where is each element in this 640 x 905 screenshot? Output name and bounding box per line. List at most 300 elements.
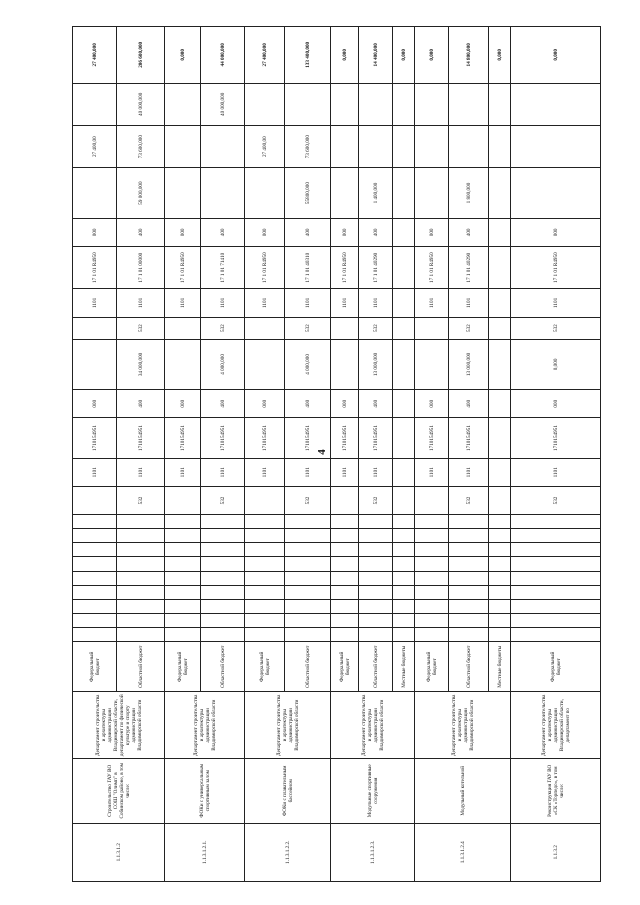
vr2-cell: 400 <box>449 218 489 246</box>
empty-year-cell <box>359 515 393 529</box>
empty-year-cell <box>359 613 393 627</box>
empty-year-cell <box>449 543 489 557</box>
amount-a-cell <box>489 339 511 389</box>
amount-c-cell <box>201 168 245 218</box>
csr-cell: 1710154951 <box>117 418 165 458</box>
table-row <box>511 27 601 882</box>
csr-cell: 1710154951 <box>511 418 601 458</box>
total-cell: 27 400,000 <box>245 27 285 84</box>
empty-year-cell <box>511 613 601 627</box>
csr2-cell: 17 1 01 71410 <box>201 246 245 288</box>
csr2-cell: 17 1 01 R4950 <box>511 246 601 288</box>
rzpr2-cell: 1101 <box>359 289 393 317</box>
empty-year-cell <box>201 529 245 543</box>
item-code-cell: 1.1.3.1.2 <box>73 823 165 881</box>
amount-a-cell <box>415 339 449 389</box>
empty-year-cell <box>165 627 201 641</box>
empty-year-cell <box>165 515 201 529</box>
rzpr2-cell <box>393 289 415 317</box>
total-cell: 27 400,000 <box>73 27 117 84</box>
vr2-cell: 000 <box>331 218 359 246</box>
empty-year-cell <box>511 529 601 543</box>
amount-d-cell <box>201 126 245 168</box>
empty-year-cell <box>201 557 245 571</box>
funding-source-cell: Областной бюджет <box>117 642 165 692</box>
rzpr2-cell: 1101 <box>201 289 245 317</box>
grbs2-cell <box>489 317 511 339</box>
empty-year-cell <box>73 627 117 641</box>
item-code-cell: 1.1.3.1.2.3. <box>331 823 415 881</box>
vr-cell: 000 <box>73 390 117 418</box>
empty-year-cell <box>245 543 285 557</box>
item-name-cell: Модульные спортивные сооружения <box>331 759 415 824</box>
amount-c-cell <box>415 168 449 218</box>
amount-a-cell <box>73 339 117 389</box>
rzpr2-cell: 1101 <box>245 289 285 317</box>
total-cell: 14 800,000 <box>449 27 489 84</box>
rzpr-cell: 1101 <box>511 458 601 486</box>
empty-year-cell <box>489 543 511 557</box>
empty-year-cell <box>359 599 393 613</box>
empty-year-cell <box>489 599 511 613</box>
empty-year-cell <box>415 543 449 557</box>
responsible-cell: Департамент строительства и архитектуры администрации Владимирской области, департамент по <box>511 692 601 759</box>
csr2-cell: 17 1 01 40290 <box>449 246 489 288</box>
empty-year-cell <box>393 627 415 641</box>
empty-year-cell <box>331 515 359 529</box>
total-cell: 0,000 <box>331 27 359 84</box>
amount-e-cell <box>285 83 331 125</box>
empty-year-cell <box>73 543 117 557</box>
csr-cell <box>489 418 511 458</box>
budget-table-body <box>73 27 601 882</box>
empty-year-cell <box>73 613 117 627</box>
grbs2-cell <box>73 317 117 339</box>
amount-d-cell <box>165 126 201 168</box>
amount-d-cell <box>359 126 393 168</box>
empty-year-cell <box>449 613 489 627</box>
empty-year-cell <box>117 543 165 557</box>
funding-source-cell: Местные бюджеты <box>393 642 415 692</box>
csr-cell: 1710154951 <box>359 418 393 458</box>
item-name-cell: Строительство ГАУ ВО СОШ "Олимп" в Собинском районе, в том числе: <box>73 759 165 824</box>
empty-year-cell <box>165 557 201 571</box>
total-cell: 133 400,000 <box>285 27 331 84</box>
empty-year-cell <box>415 599 449 613</box>
empty-year-cell <box>359 627 393 641</box>
grbs2-cell: 532 <box>285 317 331 339</box>
item-name-cell: Реконструкция ГАУ ВО «СК «Торпедо», в том числе: <box>511 759 601 824</box>
empty-year-cell <box>331 557 359 571</box>
empty-year-cell <box>393 613 415 627</box>
grbs-cell <box>489 486 511 514</box>
amount-a-cell: 34 000,000 <box>117 339 165 389</box>
rzpr-cell: 1101 <box>117 458 165 486</box>
item-code-cell: 1.1.3.1.2.2. <box>245 823 331 881</box>
empty-year-cell <box>245 599 285 613</box>
csr2-cell: 17 1 01 00000 <box>117 246 165 288</box>
csr-cell: 1710154951 <box>415 418 449 458</box>
page-number: 4 <box>316 449 328 455</box>
vr2-cell: 000 <box>415 218 449 246</box>
table-row <box>73 27 117 882</box>
empty-year-cell <box>117 571 165 585</box>
empty-year-cell <box>449 571 489 585</box>
rzpr-cell: 1101 <box>201 458 245 486</box>
empty-year-cell <box>331 599 359 613</box>
empty-year-cell <box>511 543 601 557</box>
grbs-cell <box>73 486 117 514</box>
funding-source-cell: Местные бюджеты <box>489 642 511 692</box>
empty-year-cell <box>285 515 331 529</box>
responsible-cell: Департамент строительства и архитектуры администрации Владимирской области <box>331 692 415 759</box>
rzpr2-cell: 1101 <box>511 289 601 317</box>
empty-year-cell <box>245 557 285 571</box>
empty-year-cell <box>489 557 511 571</box>
amount-c-cell: 1 400,000 <box>359 168 393 218</box>
rzpr-cell: 1101 <box>73 458 117 486</box>
funding-source-cell: Федеральный бюджет <box>245 642 285 692</box>
item-code-cell: 1.1.3.1.2.4 <box>415 823 511 881</box>
empty-year-cell <box>393 585 415 599</box>
amount-c-cell <box>511 168 601 218</box>
csr2-cell: 17 1 01 R4950 <box>73 246 117 288</box>
empty-year-cell <box>331 543 359 557</box>
empty-year-cell <box>511 599 601 613</box>
empty-year-cell <box>359 543 393 557</box>
vr-cell: 000 <box>415 390 449 418</box>
vr-cell: 000 <box>511 390 601 418</box>
amount-e-cell <box>511 83 601 125</box>
amount-e-cell <box>415 83 449 125</box>
empty-year-cell <box>449 585 489 599</box>
amount-e-cell <box>393 83 415 125</box>
funding-source-cell: Областной бюджет <box>449 642 489 692</box>
csr2-cell <box>393 246 415 288</box>
empty-year-cell <box>245 529 285 543</box>
budget-table <box>72 26 601 882</box>
grbs2-cell <box>393 317 415 339</box>
empty-year-cell <box>285 613 331 627</box>
total-cell: 14 400,000 <box>359 27 393 84</box>
csr-cell: 1710154951 <box>285 418 331 458</box>
empty-year-cell <box>511 585 601 599</box>
funding-source-cell: Федеральный бюджет <box>73 642 117 692</box>
amount-a-cell: 13 000,000 <box>449 339 489 389</box>
empty-year-cell <box>165 585 201 599</box>
amount-a-cell <box>331 339 359 389</box>
grbs2-cell: 532 <box>117 317 165 339</box>
empty-year-cell <box>415 627 449 641</box>
empty-year-cell <box>165 529 201 543</box>
empty-year-cell <box>285 529 331 543</box>
amount-a-cell: 0,000 <box>511 339 601 389</box>
empty-year-cell <box>165 613 201 627</box>
empty-year-cell <box>489 585 511 599</box>
vr2-cell: 000 <box>511 218 601 246</box>
empty-year-cell <box>73 557 117 571</box>
rzpr2-cell: 1101 <box>285 289 331 317</box>
empty-year-cell <box>245 613 285 627</box>
total-cell: 0,000 <box>511 27 601 84</box>
grbs2-cell <box>245 317 285 339</box>
grbs-cell <box>245 486 285 514</box>
grbs-cell: 532 <box>359 486 393 514</box>
empty-year-cell <box>415 515 449 529</box>
grbs-cell: 532 <box>117 486 165 514</box>
empty-year-cell <box>201 543 245 557</box>
grbs-cell: 532 <box>511 486 601 514</box>
vr-cell: 400 <box>117 390 165 418</box>
total-cell: 44 000,000 <box>201 27 245 84</box>
funding-source-cell: Федеральный бюджет <box>165 642 201 692</box>
vr2-cell <box>489 218 511 246</box>
grbs2-cell <box>165 317 201 339</box>
csr-cell: 1710154951 <box>245 418 285 458</box>
amount-d-cell <box>449 126 489 168</box>
amount-d-cell <box>489 126 511 168</box>
vr-cell: 400 <box>285 390 331 418</box>
empty-year-cell <box>331 613 359 627</box>
csr2-cell: 17 1 01 R4950 <box>415 246 449 288</box>
amount-c-cell <box>245 168 285 218</box>
empty-year-cell <box>331 529 359 543</box>
empty-year-cell <box>117 529 165 543</box>
empty-year-cell <box>489 515 511 529</box>
rzpr2-cell: 1101 <box>117 289 165 317</box>
amount-e-cell: 40 000,000 <box>201 83 245 125</box>
csr2-cell: 17 1 01 R4950 <box>245 246 285 288</box>
amount-a-cell: 4 000,000 <box>201 339 245 389</box>
amount-d-cell: 27 400,00 <box>245 126 285 168</box>
empty-year-cell <box>165 599 201 613</box>
empty-year-cell <box>511 515 601 529</box>
amount-c-cell <box>489 168 511 218</box>
rzpr2-cell: 1101 <box>331 289 359 317</box>
empty-year-cell <box>489 529 511 543</box>
vr-cell <box>489 390 511 418</box>
empty-year-cell <box>165 571 201 585</box>
empty-year-cell <box>285 627 331 641</box>
amount-a-cell <box>245 339 285 389</box>
item-code-cell: 1.1.3.2 <box>511 823 601 881</box>
grbs-cell <box>331 486 359 514</box>
empty-year-cell <box>393 571 415 585</box>
grbs2-cell <box>415 317 449 339</box>
empty-year-cell <box>393 543 415 557</box>
empty-year-cell <box>415 585 449 599</box>
grbs-cell: 532 <box>285 486 331 514</box>
empty-year-cell <box>393 515 415 529</box>
funding-source-cell: Областной бюджет <box>359 642 393 692</box>
rzpr-cell: 1101 <box>245 458 285 486</box>
empty-year-cell <box>165 543 201 557</box>
empty-year-cell <box>449 515 489 529</box>
funding-source-cell: Федеральный бюджет <box>511 642 601 692</box>
empty-year-cell <box>117 613 165 627</box>
empty-year-cell <box>73 585 117 599</box>
empty-year-cell <box>201 627 245 641</box>
empty-year-cell <box>73 571 117 585</box>
amount-c-cell <box>393 168 415 218</box>
empty-year-cell <box>73 529 117 543</box>
vr-cell: 000 <box>245 390 285 418</box>
item-name-cell: Модульный котельной <box>415 759 511 824</box>
amount-a-cell: 13 000,000 <box>359 339 393 389</box>
amount-c-cell <box>73 168 117 218</box>
empty-year-cell <box>201 599 245 613</box>
empty-year-cell <box>511 571 601 585</box>
grbs-cell <box>165 486 201 514</box>
responsible-cell: Департамент строительства и архитектуры администрации Владимирской области <box>245 692 331 759</box>
table-row <box>245 27 285 882</box>
vr2-cell: 000 <box>165 218 201 246</box>
csr2-cell <box>489 246 511 288</box>
empty-year-cell <box>449 529 489 543</box>
amount-c-cell: 1 800,000 <box>449 168 489 218</box>
funding-source-cell: Федеральный бюджет <box>331 642 359 692</box>
amount-a-cell <box>165 339 201 389</box>
empty-year-cell <box>285 599 331 613</box>
empty-year-cell <box>201 585 245 599</box>
amount-e-cell: 40 000,000 <box>117 83 165 125</box>
total-cell: 206 600,000 <box>117 27 165 84</box>
funding-source-cell: Областной бюджет <box>201 642 245 692</box>
amount-d-cell: 27 400,00 <box>73 126 117 168</box>
empty-year-cell <box>489 627 511 641</box>
rzpr-cell: 1101 <box>285 458 331 486</box>
vr-cell: 400 <box>449 390 489 418</box>
rzpr-cell: 1101 <box>331 458 359 486</box>
vr2-cell: 400 <box>117 218 165 246</box>
grbs2-cell: 532 <box>511 317 601 339</box>
grbs-cell <box>415 486 449 514</box>
empty-year-cell <box>285 557 331 571</box>
table-row <box>331 27 359 882</box>
empty-year-cell <box>331 585 359 599</box>
empty-year-cell <box>393 557 415 571</box>
amount-e-cell <box>489 83 511 125</box>
grbs2-cell: 532 <box>449 317 489 339</box>
empty-year-cell <box>245 627 285 641</box>
csr2-cell: 17 1 01 R4950 <box>165 246 201 288</box>
amount-c-cell: 59 000,000 <box>117 168 165 218</box>
amount-c-cell: 55800,000 <box>285 168 331 218</box>
amount-e-cell <box>359 83 393 125</box>
amount-e-cell <box>245 83 285 125</box>
csr-cell: 1710154951 <box>73 418 117 458</box>
vr2-cell: 400 <box>201 218 245 246</box>
empty-year-cell <box>359 529 393 543</box>
csr-cell: 1710154951 <box>449 418 489 458</box>
amount-d-cell: 73 600,000 <box>117 126 165 168</box>
empty-year-cell <box>415 557 449 571</box>
empty-year-cell <box>201 571 245 585</box>
empty-year-cell <box>359 557 393 571</box>
empty-year-cell <box>489 571 511 585</box>
vr-cell <box>393 390 415 418</box>
budget-table-container <box>72 26 600 882</box>
amount-d-cell <box>511 126 601 168</box>
csr-cell: 1710154951 <box>331 418 359 458</box>
empty-year-cell <box>117 557 165 571</box>
rzpr2-cell: 1101 <box>415 289 449 317</box>
rzpr2-cell: 1101 <box>73 289 117 317</box>
funding-source-cell: Федеральный бюджет <box>415 642 449 692</box>
grbs2-cell: 532 <box>201 317 245 339</box>
vr2-cell: 400 <box>285 218 331 246</box>
amount-e-cell <box>73 83 117 125</box>
amount-d-cell <box>415 126 449 168</box>
rzpr2-cell <box>489 289 511 317</box>
empty-year-cell <box>393 529 415 543</box>
responsible-cell: Департамент строительства и архитектуры администрации Владимирской области, департамент по физической культуре и спорту администрации Владимирской области <box>73 692 165 759</box>
empty-year-cell <box>73 599 117 613</box>
csr-cell <box>393 418 415 458</box>
amount-c-cell <box>165 168 201 218</box>
rzpr2-cell: 1101 <box>449 289 489 317</box>
csr-cell: 1710154951 <box>165 418 201 458</box>
total-cell: 0,000 <box>489 27 511 84</box>
empty-year-cell <box>449 599 489 613</box>
csr2-cell: 17 1 01 40310 <box>285 246 331 288</box>
responsible-cell: Департамент строительства и архитектуры администрации Владимирской области <box>415 692 511 759</box>
vr2-cell: 000 <box>73 218 117 246</box>
item-name-cell: ФОКи с универсальным спортивным залом <box>165 759 245 824</box>
empty-year-cell <box>359 585 393 599</box>
empty-year-cell <box>285 571 331 585</box>
empty-year-cell <box>117 599 165 613</box>
rotated-table-frame <box>72 26 600 882</box>
empty-year-cell <box>285 543 331 557</box>
empty-year-cell <box>285 585 331 599</box>
empty-year-cell <box>415 571 449 585</box>
rzpr-cell: 1101 <box>415 458 449 486</box>
vr2-cell <box>393 218 415 246</box>
empty-year-cell <box>393 599 415 613</box>
empty-year-cell <box>245 515 285 529</box>
empty-year-cell <box>331 571 359 585</box>
amount-a-cell: 4 000,000 <box>285 339 331 389</box>
vr-cell: 000 <box>165 390 201 418</box>
grbs-cell: 532 <box>449 486 489 514</box>
empty-year-cell <box>449 627 489 641</box>
vr-cell: 400 <box>359 390 393 418</box>
vr2-cell: 400 <box>359 218 393 246</box>
responsible-cell: Департамент строительства и архитектуры администрации Владимирской области <box>165 692 245 759</box>
total-cell: 0,000 <box>415 27 449 84</box>
empty-year-cell <box>359 571 393 585</box>
amount-e-cell <box>165 83 201 125</box>
amount-e-cell <box>331 83 359 125</box>
empty-year-cell <box>117 515 165 529</box>
rzpr-cell: 1101 <box>449 458 489 486</box>
vr2-cell: 000 <box>245 218 285 246</box>
rzpr-cell <box>489 458 511 486</box>
rzpr-cell <box>393 458 415 486</box>
csr2-cell: 17 1 01 R4950 <box>331 246 359 288</box>
grbs2-cell <box>331 317 359 339</box>
amount-c-cell <box>331 168 359 218</box>
rzpr2-cell: 1101 <box>165 289 201 317</box>
csr2-cell: 17 1 01 40290 <box>359 246 393 288</box>
rzpr-cell: 1101 <box>165 458 201 486</box>
empty-year-cell <box>117 627 165 641</box>
item-code-cell: 1.1.3.1.2.1. <box>165 823 245 881</box>
vr-cell: 400 <box>201 390 245 418</box>
total-cell: 0,000 <box>165 27 201 84</box>
empty-year-cell <box>415 529 449 543</box>
